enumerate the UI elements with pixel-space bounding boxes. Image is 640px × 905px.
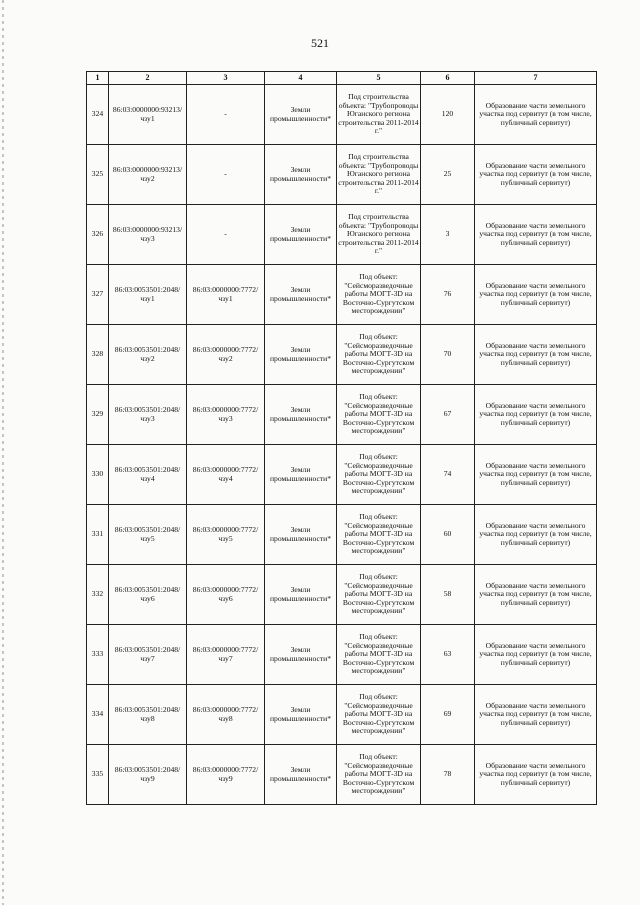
table-row	[87, 745, 597, 805]
area-value-cell: 78	[421, 745, 475, 805]
row-index-cell: 331	[87, 505, 109, 565]
page-number: 521	[311, 36, 329, 50]
area-value-cell: 58	[421, 565, 475, 625]
cadastral-part-number-cell: 86:03:0000000:93213/чзу2	[109, 145, 187, 205]
row-index-cell: 329	[87, 385, 109, 445]
land-category-cell: Земли промышленности*	[265, 445, 337, 505]
row-index-cell: 328	[87, 325, 109, 385]
usage-purpose-cell: Под объект: "Сейсморазведочные работы МОГТ-3D на Восточно-Сургутском месторождении"	[337, 625, 421, 685]
table-row	[87, 445, 597, 505]
table-row	[87, 85, 597, 145]
area-value-cell: 74	[421, 445, 475, 505]
cadastral-part-number-cell: 86:03:0053501:2048/чзу4	[109, 445, 187, 505]
usage-purpose-cell: Под строительства объекта: "Трубопроводы Юганского региона строительства 2011-2014 г."	[337, 85, 421, 145]
cadastral-part-number-cell: 86:03:0000000:93213/чзу3	[109, 205, 187, 265]
related-cadastral-number-cell: 86:03:0000000:7772/чзу4	[187, 445, 265, 505]
formation-method-cell: Образование части земельного участка под сервитут (в том числе, публичный сервитут)	[475, 625, 597, 685]
formation-method-cell: Образование части земельного участка под сервитут (в том числе, публичный сервитут)	[475, 685, 597, 745]
land-plot-table	[86, 71, 597, 805]
formation-method-cell: Образование части земельного участка под сервитут (в том числе, публичный сервитут)	[475, 265, 597, 325]
formation-method-cell: Образование части земельного участка под сервитут (в том числе, публичный сервитут)	[475, 325, 597, 385]
related-cadastral-number-cell: -	[187, 205, 265, 265]
column-number: 4	[265, 72, 337, 85]
scan-edge	[2, 0, 4, 905]
usage-purpose-cell: Под объект: "Сейсморазведочные работы МОГТ-3D на Восточно-Сургутском месторождении"	[337, 745, 421, 805]
cadastral-part-number-cell: 86:03:0053501:2048/чзу2	[109, 325, 187, 385]
land-category-cell: Земли промышленности*	[265, 565, 337, 625]
table-row	[87, 385, 597, 445]
row-index-cell: 324	[87, 85, 109, 145]
table-row	[87, 505, 597, 565]
related-cadastral-number-cell: 86:03:0000000:7772/чзу2	[187, 325, 265, 385]
column-number: 1	[87, 72, 109, 85]
formation-method-cell: Образование части земельного участка под сервитут (в том числе, публичный сервитут)	[475, 85, 597, 145]
related-cadastral-number-cell: 86:03:0000000:7772/чзу5	[187, 505, 265, 565]
table-row	[87, 205, 597, 265]
related-cadastral-number-cell: 86:03:0000000:7772/чзу8	[187, 685, 265, 745]
related-cadastral-number-cell: 86:03:0000000:7772/чзу9	[187, 745, 265, 805]
related-cadastral-number-cell: -	[187, 85, 265, 145]
cadastral-part-number-cell: 86:03:0053501:2048/чзу3	[109, 385, 187, 445]
area-value-cell: 76	[421, 265, 475, 325]
row-index-cell: 330	[87, 445, 109, 505]
row-index-cell: 327	[87, 265, 109, 325]
related-cadastral-number-cell: 86:03:0000000:7772/чзу1	[187, 265, 265, 325]
land-category-cell: Земли промышленности*	[265, 265, 337, 325]
land-category-cell: Земли промышленности*	[265, 325, 337, 385]
usage-purpose-cell: Под объект: "Сейсморазведочные работы МОГТ-3D на Восточно-Сургутском месторождении"	[337, 325, 421, 385]
formation-method-cell: Образование части земельного участка под сервитут (в том числе, публичный сервитут)	[475, 445, 597, 505]
land-category-cell: Земли промышленности*	[265, 625, 337, 685]
related-cadastral-number-cell: -	[187, 145, 265, 205]
table-row	[87, 145, 597, 205]
related-cadastral-number-cell: 86:03:0000000:7772/чзу3	[187, 385, 265, 445]
column-number: 3	[187, 72, 265, 85]
table-row	[87, 325, 597, 385]
cadastral-part-number-cell: 86:03:0000000:93213/чзу1	[109, 85, 187, 145]
land-category-cell: Земли промышленности*	[265, 85, 337, 145]
usage-purpose-cell: Под объект: "Сейсморазведочные работы МОГТ-3D на Восточно-Сургутском месторождении"	[337, 445, 421, 505]
cadastral-part-number-cell: 86:03:0053501:2048/чзу1	[109, 265, 187, 325]
formation-method-cell: Образование части земельного участка под сервитут (в том числе, публичный сервитут)	[475, 745, 597, 805]
cadastral-part-number-cell: 86:03:0053501:2048/чзу8	[109, 685, 187, 745]
table-row	[87, 625, 597, 685]
area-value-cell: 69	[421, 685, 475, 745]
row-index-cell: 332	[87, 565, 109, 625]
area-value-cell: 67	[421, 385, 475, 445]
row-index-cell: 325	[87, 145, 109, 205]
column-number-row	[87, 72, 597, 85]
cadastral-part-number-cell: 86:03:0053501:2048/чзу7	[109, 625, 187, 685]
area-value-cell: 120	[421, 85, 475, 145]
formation-method-cell: Образование части земельного участка под сервитут (в том числе, публичный сервитут)	[475, 205, 597, 265]
area-value-cell: 3	[421, 205, 475, 265]
land-category-cell: Земли промышленности*	[265, 145, 337, 205]
cadastral-part-number-cell: 86:03:0053501:2048/чзу6	[109, 565, 187, 625]
land-category-cell: Земли промышленности*	[265, 745, 337, 805]
column-number: 2	[109, 72, 187, 85]
usage-purpose-cell: Под объект: "Сейсморазведочные работы МОГТ-3D на Восточно-Сургутском месторождении"	[337, 685, 421, 745]
usage-purpose-cell: Под строительства объекта: "Трубопроводы Юганского региона строительства 2011-2014 г."	[337, 145, 421, 205]
land-category-cell: Земли промышленности*	[265, 685, 337, 745]
related-cadastral-number-cell: 86:03:0000000:7772/чзу6	[187, 565, 265, 625]
usage-purpose-cell: Под объект: "Сейсморазведочные работы МОГТ-3D на Восточно-Сургутском месторождении"	[337, 265, 421, 325]
area-value-cell: 63	[421, 625, 475, 685]
area-value-cell: 70	[421, 325, 475, 385]
formation-method-cell: Образование части земельного участка под сервитут (в том числе, публичный сервитут)	[475, 385, 597, 445]
row-index-cell: 333	[87, 625, 109, 685]
cadastral-part-number-cell: 86:03:0053501:2048/чзу5	[109, 505, 187, 565]
land-category-cell: Земли промышленности*	[265, 505, 337, 565]
row-index-cell: 326	[87, 205, 109, 265]
related-cadastral-number-cell: 86:03:0000000:7772/чзу7	[187, 625, 265, 685]
area-value-cell: 25	[421, 145, 475, 205]
formation-method-cell: Образование части земельного участка под сервитут (в том числе, публичный сервитут)	[475, 565, 597, 625]
table-row	[87, 685, 597, 745]
row-index-cell: 335	[87, 745, 109, 805]
usage-purpose-cell: Под объект: "Сейсморазведочные работы МОГТ-3D на Восточно-Сургутском месторождении"	[337, 565, 421, 625]
usage-purpose-cell: Под строительства объекта: "Трубопроводы Юганского региона строительства 2011-2014 г."	[337, 205, 421, 265]
table-row	[87, 565, 597, 625]
column-number: 6	[421, 72, 475, 85]
table-row	[87, 265, 597, 325]
cadastral-part-number-cell: 86:03:0053501:2048/чзу9	[109, 745, 187, 805]
land-category-cell: Земли промышленности*	[265, 205, 337, 265]
land-category-cell: Земли промышленности*	[265, 385, 337, 445]
row-index-cell: 334	[87, 685, 109, 745]
formation-method-cell: Образование части земельного участка под сервитут (в том числе, публичный сервитут)	[475, 505, 597, 565]
formation-method-cell: Образование части земельного участка под сервитут (в том числе, публичный сервитут)	[475, 145, 597, 205]
column-number: 5	[337, 72, 421, 85]
column-number: 7	[475, 72, 597, 85]
usage-purpose-cell: Под объект: "Сейсморазведочные работы МОГТ-3D на Восточно-Сургутском месторождении"	[337, 385, 421, 445]
usage-purpose-cell: Под объект: "Сейсморазведочные работы МОГТ-3D на Восточно-Сургутском месторождении"	[337, 505, 421, 565]
area-value-cell: 60	[421, 505, 475, 565]
